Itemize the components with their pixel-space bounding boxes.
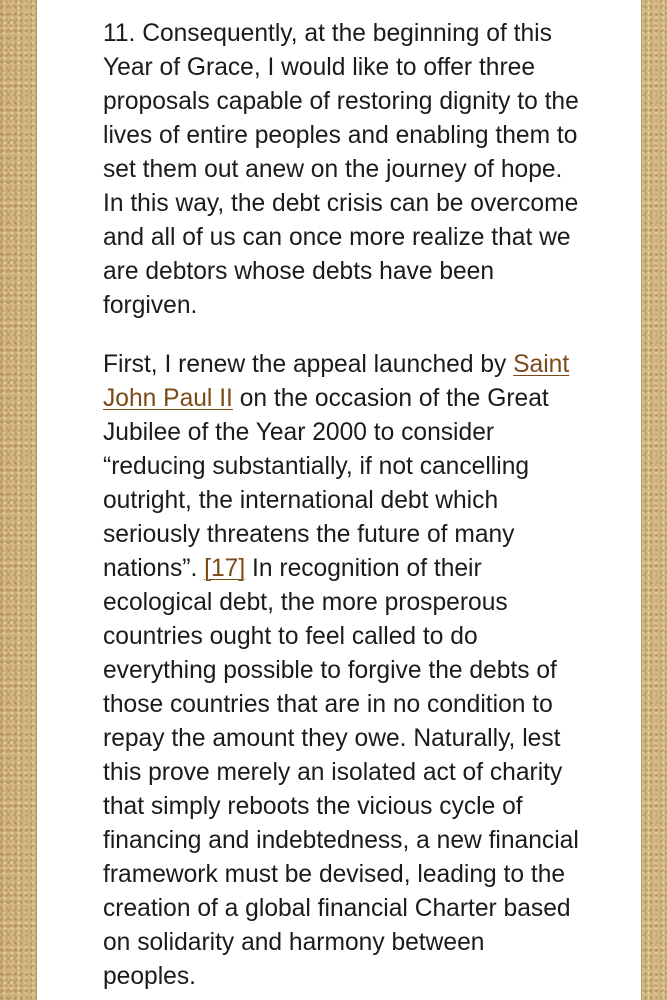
footnote-17-link[interactable]: [17]	[204, 555, 246, 582]
paragraph-text-after-footnote: In recognition of their ecological debt, the more prosperous countries ought to feel called to do everything possible to forgive the debts of those countries that are in no condition to repay the amount they owe. Naturally, lest this prove merely an isolated act of charity that simply reboots the vicious cycle of financing and indebtedness, a new financial framework must be devised, leading to the creation of a global financial Charter based on solidarity and harmony between peoples.	[103, 555, 579, 990]
paragraph-text-after-link: on the occasion of the Great Jubilee of the Year 2000 to consider “reducing substantially, if not cancelling outright, the international debt which seriously threatens the future of many nations”.	[103, 385, 549, 582]
saint-john-paul-ii-link[interactable]: Saint John Paul II	[103, 351, 570, 412]
paragraph-11-text: 11. Consequently, at the beginning of this Year of Grace, I would like to offer three proposals capable of restoring dignity to the lives of entire peoples and enabling them to set them out anew on the journey of hope. In this way, the debt crisis can be overcome and all of us can once more realize that we are debtors whose debts have been forgiven.	[103, 20, 579, 319]
document-body	[103, 17, 583, 1000]
paragraph-first-proposal	[103, 348, 583, 994]
paragraph-text-before-link: First, I renew the appeal launched by	[103, 351, 514, 378]
paragraph-11	[103, 17, 583, 323]
